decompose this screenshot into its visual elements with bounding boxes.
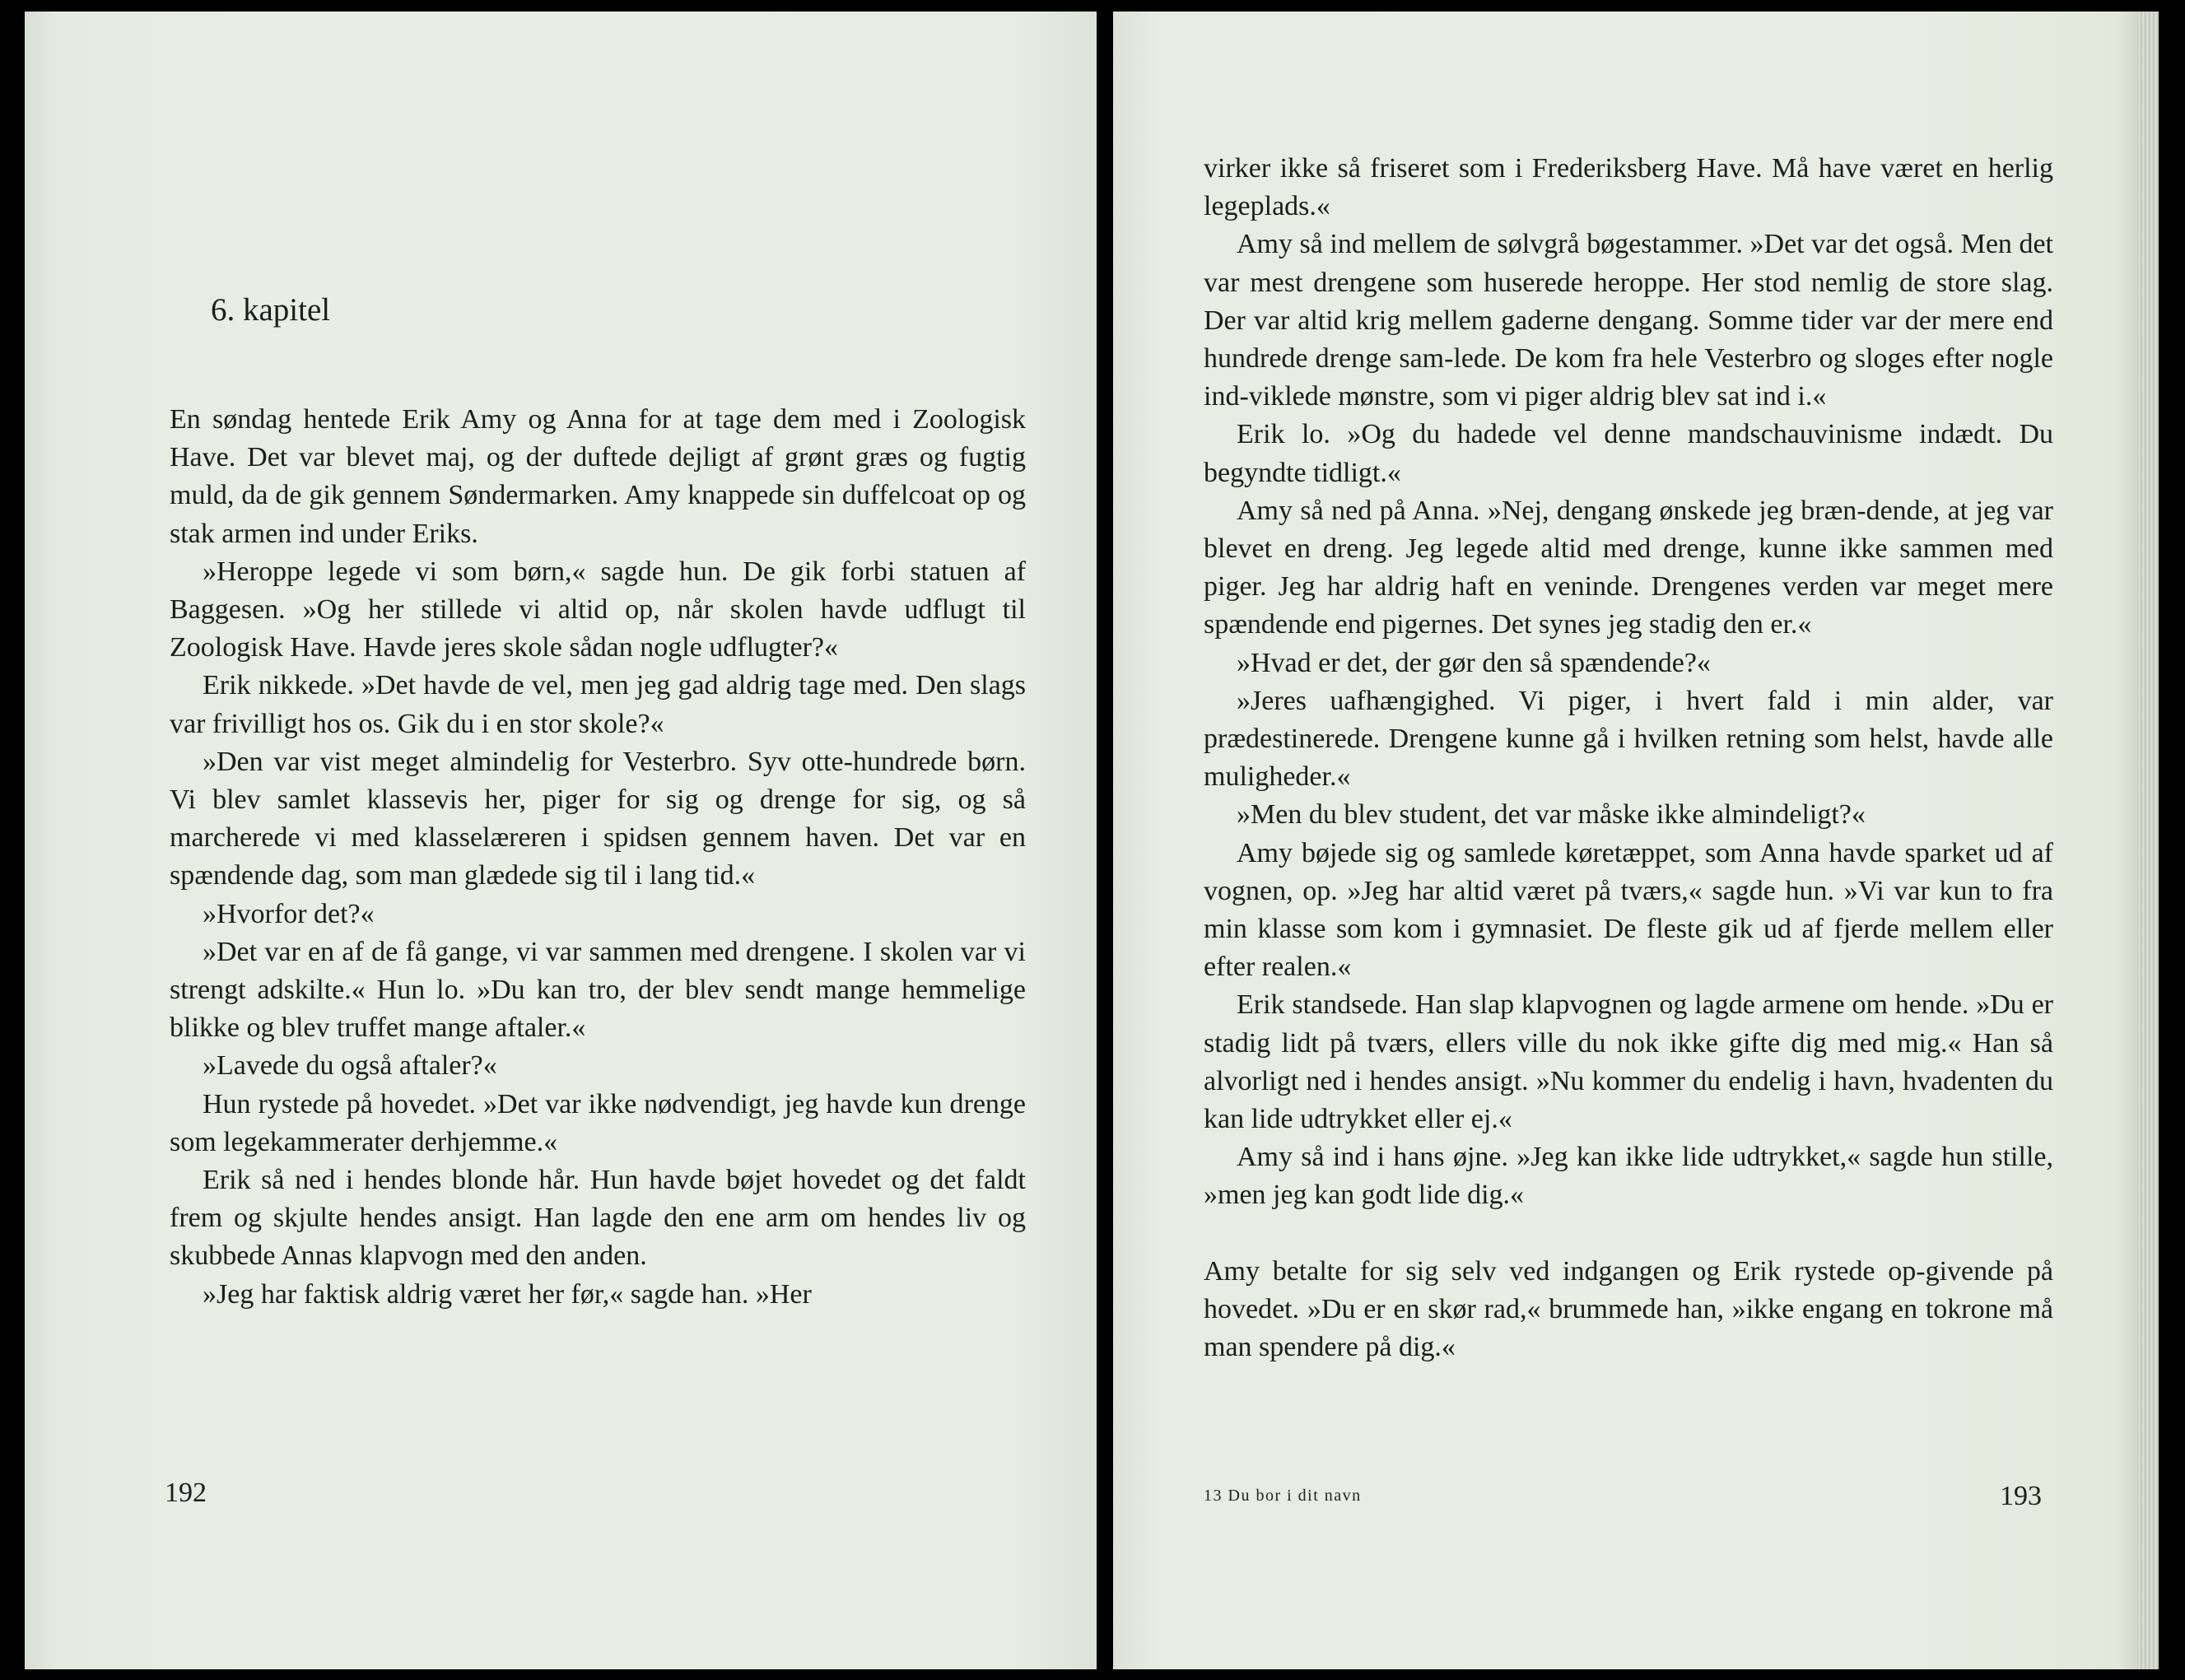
chapter-title: 6. kapitel	[211, 292, 331, 328]
paragraph: »Det var en af de få gange, vi var sammen med drengene. I skolen var vi strengt adskilte.« Hun lo. »Du kan tro, der blev sendt mange hemmelige blikke og blev truffet mange aftaler.«	[170, 936, 1026, 1044]
left-page	[25, 12, 1097, 1669]
page-number: 192	[165, 1478, 207, 1508]
paragraph: En søndag hentede Erik Amy og Anna for at tage dem med i Zoologisk Have. Det var blevet maj, og der duftede dejligt af grønt græs og fugtig muld, da de gik gennem Søndermarken. Amy knappede sin duffelcoat op og stak armen ind under Eriks.	[170, 404, 1026, 549]
paragraph: Erik standsede. Han slap klapvognen og lagde armene om hende. »Du er stadig lidt på tværs, ellers ville du nok ikke gifte dig med mig.« Han så alvorligt ned i hendes ansigt. »Nu kommer du endelig i havn, hvadenten du kan lide udtrykket eller ej.«	[1204, 989, 2053, 1135]
footer-signature: 13 Du bor i dit navn	[1204, 1487, 1362, 1505]
page-number: 193	[2000, 1481, 2042, 1511]
paragraph: Amy bøjede sig og samlede køretæppet, som Anna havde sparket ud af vognen, op. »Jeg har altid været på tværs,« sagde hun. »Vi var kun to fra min klasse som kom i gymnasiet. De fleste gik ud af fjerde mellem eller efter realen.«	[1204, 837, 2053, 983]
paragraph: »Hvorfor det?«	[203, 898, 375, 929]
paragraph: »Hvad er det, der gør den så spændende?«	[1237, 647, 1711, 678]
right-page-body	[1204, 150, 2053, 1366]
paragraph: »Lavede du også aftaler?«	[203, 1050, 497, 1082]
paragraph: »Men du blev student, det var måske ikke almindeligt?«	[1237, 799, 1866, 831]
paragraph: Erik nikkede. »Det havde de vel, men jeg gad aldrig tage med. Den slags var frivilligt hos os. Gik du i en stor skole?«	[170, 670, 1026, 739]
paragraph: Amy betalte for sig selv ved indgangen og Erik rystede op-givende på hovedet. »Du er en skør rad,« brummede han, »ikke engang en tokrone må man spendere på dig.«	[1204, 1255, 2053, 1363]
paragraph: Hun rystede på hovedet. »Det var ikke nødvendigt, jeg havde kun drenge som legekammerater derhjemme.«	[170, 1088, 1026, 1157]
paragraph: Amy så ind i hans øjne. »Jeg kan ikke lide udtrykket,« sagde hun stille, »men jeg kan godt lide dig.«	[1204, 1142, 2053, 1211]
paragraph: Erik så ned i hendes blonde hår. Hun havde bøjet hovedet og det faldt frem og skjulte hendes ansigt. Han lagde den ene arm om hendes liv og skubbede Annas klapvogn med den anden.	[170, 1165, 1026, 1272]
paragraph: »Jeres uafhængighed. Vi piger, i hvert fald i min alder, var prædestinerede. Drengene kunne gå i hvilken retning som helst, havde alle muligheder.«	[1204, 685, 2053, 793]
right-page	[1113, 12, 2159, 1669]
left-page-body	[170, 401, 1026, 1314]
paragraph: »Den var vist meget almindelig for Vesterbro. Syv otte-hundrede børn. Vi blev samlet klassevis her, piger for sig og drenge for sig, og så marcherede vi med klasselæreren i spidsen gennem haven. Det var en spændende dag, som man glædede sig til i lang tid.«	[170, 746, 1026, 891]
paragraph: virker ikke så friseret som i Frederiksberg Have. Må have været en herlig legeplads.«	[1204, 153, 2053, 222]
paragraph: »Heroppe legede vi som børn,« sagde hun. De gik forbi statuen af Baggesen. »Og her stillede vi altid op, når skolen havde udflugt til Zoologisk Have. Havde jeres skole sådan nogle udflugter?«	[170, 556, 1026, 663]
paragraph: Amy så ind mellem de sølvgrå bøgestammer. »Det var det også. Men det var mest drengene som huserede heroppe. Her stod nemlig de store slag. Der var altid krig mellem gaderne dengang. Somme tider var der mere end hundrede drenge sam-lede. De kom fra hele Vesterbro og sloges efter nogle ind-viklede mønstre, som vi piger aldrig blev sat ind i.«	[1204, 229, 2053, 412]
paragraph: »Jeg har faktisk aldrig været her før,« sagde han. »Her	[203, 1278, 812, 1310]
paragraph: Erik lo. »Og du hadede vel denne mandschauvinisme indædt. Du begyndte tidligt.«	[1204, 419, 2053, 488]
paragraph: Amy så ned på Anna. »Nej, dengang ønskede jeg bræn-dende, at jeg var blevet en dreng. Jeg legede altid med drenge, kunne ikke sammen med piger. Jeg har aldrig haft en veninde. Drengenes verden var meget mere spændende end pigernes. Det synes jeg stadig den er.«	[1204, 495, 2053, 640]
